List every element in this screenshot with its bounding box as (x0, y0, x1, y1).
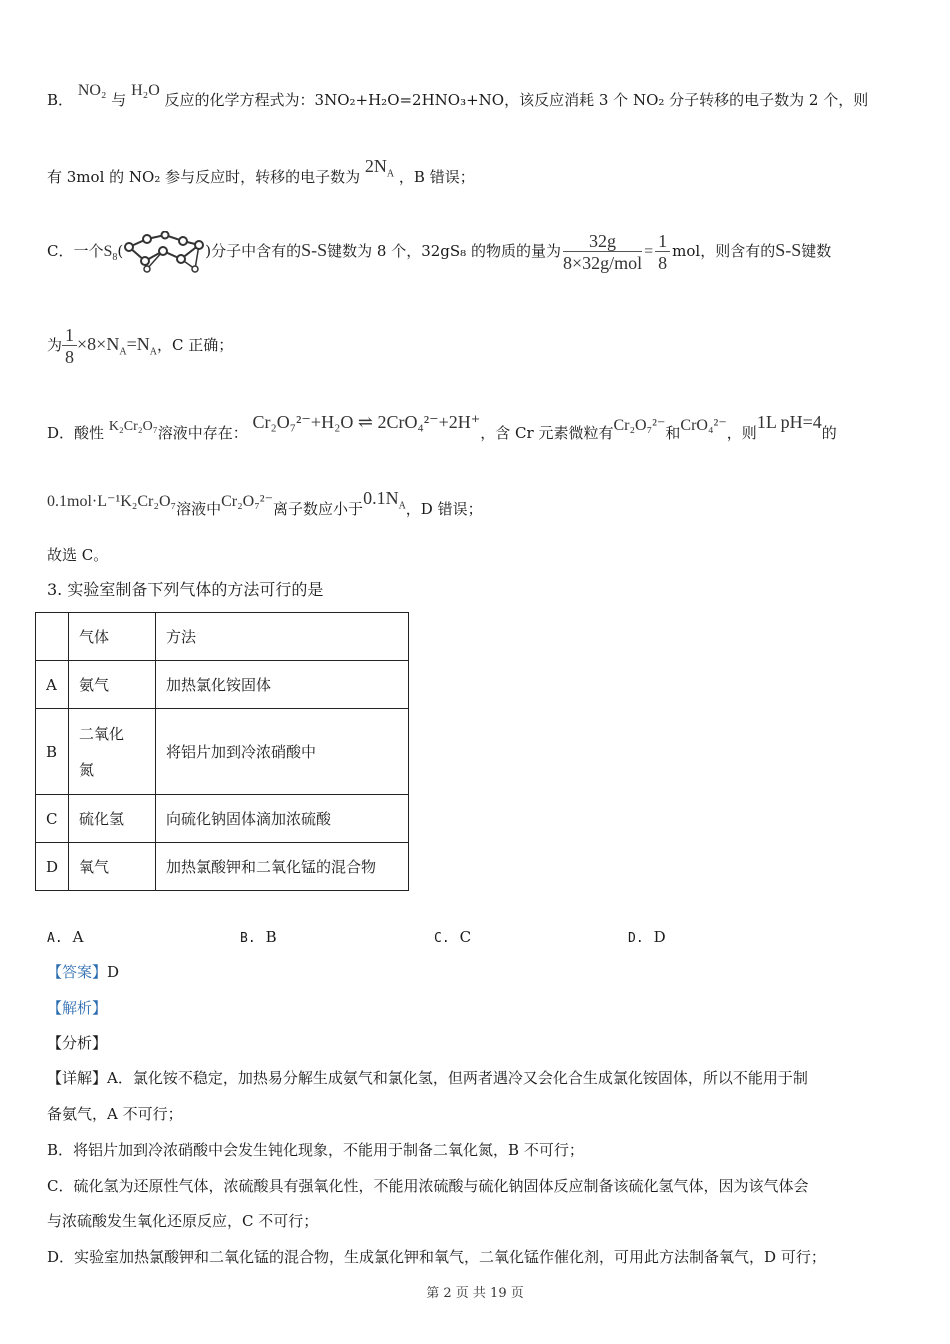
ion-dichromate: Cr₂O₇²⁻ (613, 417, 666, 434)
fraction-one-eighth-c2 (62, 325, 77, 368)
formula-2na-sub: A (386, 168, 395, 180)
word-he: 和 (665, 424, 681, 442)
line-b2 (47, 156, 475, 195)
formula-k2cr2o7: K₂Cr₂O₇ (108, 419, 158, 434)
formula-s8: S (103, 243, 113, 260)
bond-ss-2: S-S (775, 240, 802, 260)
gas-method-table (35, 612, 409, 891)
bond-ss: S-S (301, 240, 328, 260)
choice-a-letter: A. (47, 931, 63, 946)
choice-c[interactable] (434, 928, 471, 946)
condition-ph4: 1L pH=4 (756, 412, 822, 432)
row-gas-line2: 氮 (79, 760, 95, 779)
selection-statement: 故选 C。 (47, 546, 109, 564)
fraction-numerator: 32g (563, 231, 642, 252)
line-b1 (47, 82, 869, 111)
s8-ring-structure-image (123, 231, 205, 273)
choice-d-value: D (653, 928, 666, 946)
formula-01na: 0.1N (363, 488, 399, 508)
detail-d: D．实验室加热氯酸钾和二氧化锰的混合物，生成氯化钾和氧气，二氧化锰作催化剂，可用此方法制备氧气，D 可行； (47, 1248, 826, 1266)
fraction-denominator: 8×32g/mol (562, 252, 643, 273)
choice-c-value: C (459, 928, 472, 946)
choice-c-letter: C. (434, 931, 450, 946)
table-header-cell (36, 613, 69, 661)
table-row (36, 661, 409, 709)
d2-mid2-text: 离子数应小于 (273, 500, 364, 518)
option-c-prefix: C．一个 (47, 242, 104, 260)
detail-c-line2: 与浓硫酸发生氧化还原反应，C 不可行； (47, 1212, 319, 1230)
fraction-one-eighth (655, 231, 670, 274)
paren-close-text: )分子中含有的 (205, 242, 302, 260)
table-header-row (36, 613, 409, 661)
row-method: 向硫化钠固体滴加浓硫酸 (156, 795, 409, 843)
analysis-tag: 【解析】 (47, 999, 108, 1017)
c2-fraction-num: 1 (62, 325, 77, 346)
c2-fraction-den: 8 (65, 346, 75, 367)
ion-dichromate-2: Cr₂O₇²⁻ (221, 493, 274, 510)
ion-chromate: CrO₄²⁻ (680, 417, 727, 434)
word-de: 的 (821, 424, 837, 442)
row-method: 将铝片加到冷浓硝酸中 (156, 709, 409, 795)
page-footer: 第 2 页 共 19 页 (426, 1286, 524, 1301)
reaction-text: 反应的化学方程式为：3NO₂+H₂O=2HNO₃+NO，该反应消耗 3 个 NO₂ 分子转移的电子数为 2 个，则 (164, 91, 869, 109)
fraction2-numerator: 1 (655, 231, 670, 252)
equilibrium-equation: Cr₂O₇²⁻+H₂O ⇌ 2CrO₄²⁻+2H⁺ (252, 412, 481, 432)
detail-b: B．将铝片加到冷浓硝酸中会发生钝化现象，不能用于制备二氧化氮，B 不可行； (47, 1141, 584, 1159)
detail-c-line1: C．硫化氢为还原性气体，浓硫酸具有强氧化性，不能用浓硫酸与硫化钠固体反应制备该硫化氢气体，因为该气体会 (47, 1177, 809, 1195)
option-b-prefix: B． (47, 91, 74, 109)
choice-a[interactable] (47, 928, 84, 946)
choice-b[interactable] (240, 928, 277, 946)
concentration-formula: 0.1mol·L⁻¹K₂Cr₂O₇ (47, 493, 177, 510)
c-tail-text: 键数 (801, 242, 832, 260)
word-yu: 与 (111, 91, 127, 109)
row-gas (69, 709, 156, 795)
formula-s8-sub: 8 (112, 252, 118, 264)
detail-a-line1: 【详解】A．氯化铵不稳定，加热易分解生成氨气和氯化氢，但两者遇冷又会化合生成氯化铵固体，所以不能用于制 (47, 1069, 808, 1087)
question-3-stem: 3. 实验室制备下列气体的方法可行的是 (47, 580, 324, 599)
d-mid-text: 溶液中存在： (157, 424, 248, 442)
answer-value: D (107, 963, 120, 981)
table-row (36, 709, 409, 795)
choice-d[interactable] (628, 928, 666, 946)
fenxi-tag: 【分析】 (47, 1034, 108, 1052)
formula-no2: NO₂ (77, 82, 107, 99)
formula-2na: 2N (364, 156, 387, 176)
table-row (36, 843, 409, 891)
formula-h2o: H₂O (131, 82, 160, 99)
choice-d-letter: D. (628, 931, 644, 946)
c2-sub1: A (119, 346, 127, 358)
choice-b-value: B (265, 928, 277, 946)
row-gas: 氧气 (69, 843, 156, 891)
choice-a-value: A (72, 928, 84, 946)
d-mid2-text: ，含 Cr 元素微粒有 (480, 424, 614, 442)
line-c2 (47, 322, 233, 375)
c-conclusion: ，C 正确； (156, 336, 234, 354)
choice-b-letter: B. (240, 931, 256, 946)
d-conclusion: ，D 错误； (405, 500, 483, 518)
c2-sub2: A (149, 346, 157, 358)
table-header-gas: 气体 (69, 613, 156, 661)
electron-text: 有 3mol 的 NO₂ 参与反应时，转移的电子数为 (47, 168, 361, 186)
row-gas-line1: 二氧化 (79, 724, 125, 743)
row-method: 加热氯酸钾和二氧化锰的混合物 (156, 843, 409, 891)
row-label: D (36, 843, 69, 891)
fraction-moles (563, 231, 642, 274)
c-mid2-text: mol，则含有的 (672, 242, 776, 260)
equals-sign: = (644, 243, 654, 260)
detail-a-line2: 备氨气，A 不可行； (47, 1105, 183, 1123)
word-ze: ，则 (726, 424, 757, 442)
row-label: B (36, 709, 69, 795)
answer-line (47, 962, 119, 982)
answer-tag: 【答案】 (47, 963, 108, 981)
row-gas: 氨气 (69, 661, 156, 709)
formula-01na-sub: A (398, 500, 406, 512)
fraction2-denominator: 8 (658, 252, 668, 273)
c2-pre: 为 (47, 336, 63, 354)
option-d-prefix: D．酸性 (47, 424, 105, 442)
line-c1 (47, 230, 831, 278)
row-method: 加热氯化铵固体 (156, 661, 409, 709)
row-label: C (36, 795, 69, 843)
line-d1 (47, 412, 837, 445)
c-mid-text: 键数为 8 个，32gS₈ 的物质的量为 (327, 242, 561, 260)
b-conclusion: ，B 错误； (398, 168, 475, 186)
c2-expr: ×8×N (77, 334, 120, 354)
row-gas: 硫化氢 (69, 795, 156, 843)
table-row (36, 795, 409, 843)
line-d2 (47, 488, 483, 527)
c2-eq: =N (126, 334, 150, 354)
row-label: A (36, 661, 69, 709)
table-header-method: 方法 (156, 613, 409, 661)
paren-open: ( (117, 242, 124, 260)
d2-mid-text: 溶液中 (176, 500, 222, 518)
